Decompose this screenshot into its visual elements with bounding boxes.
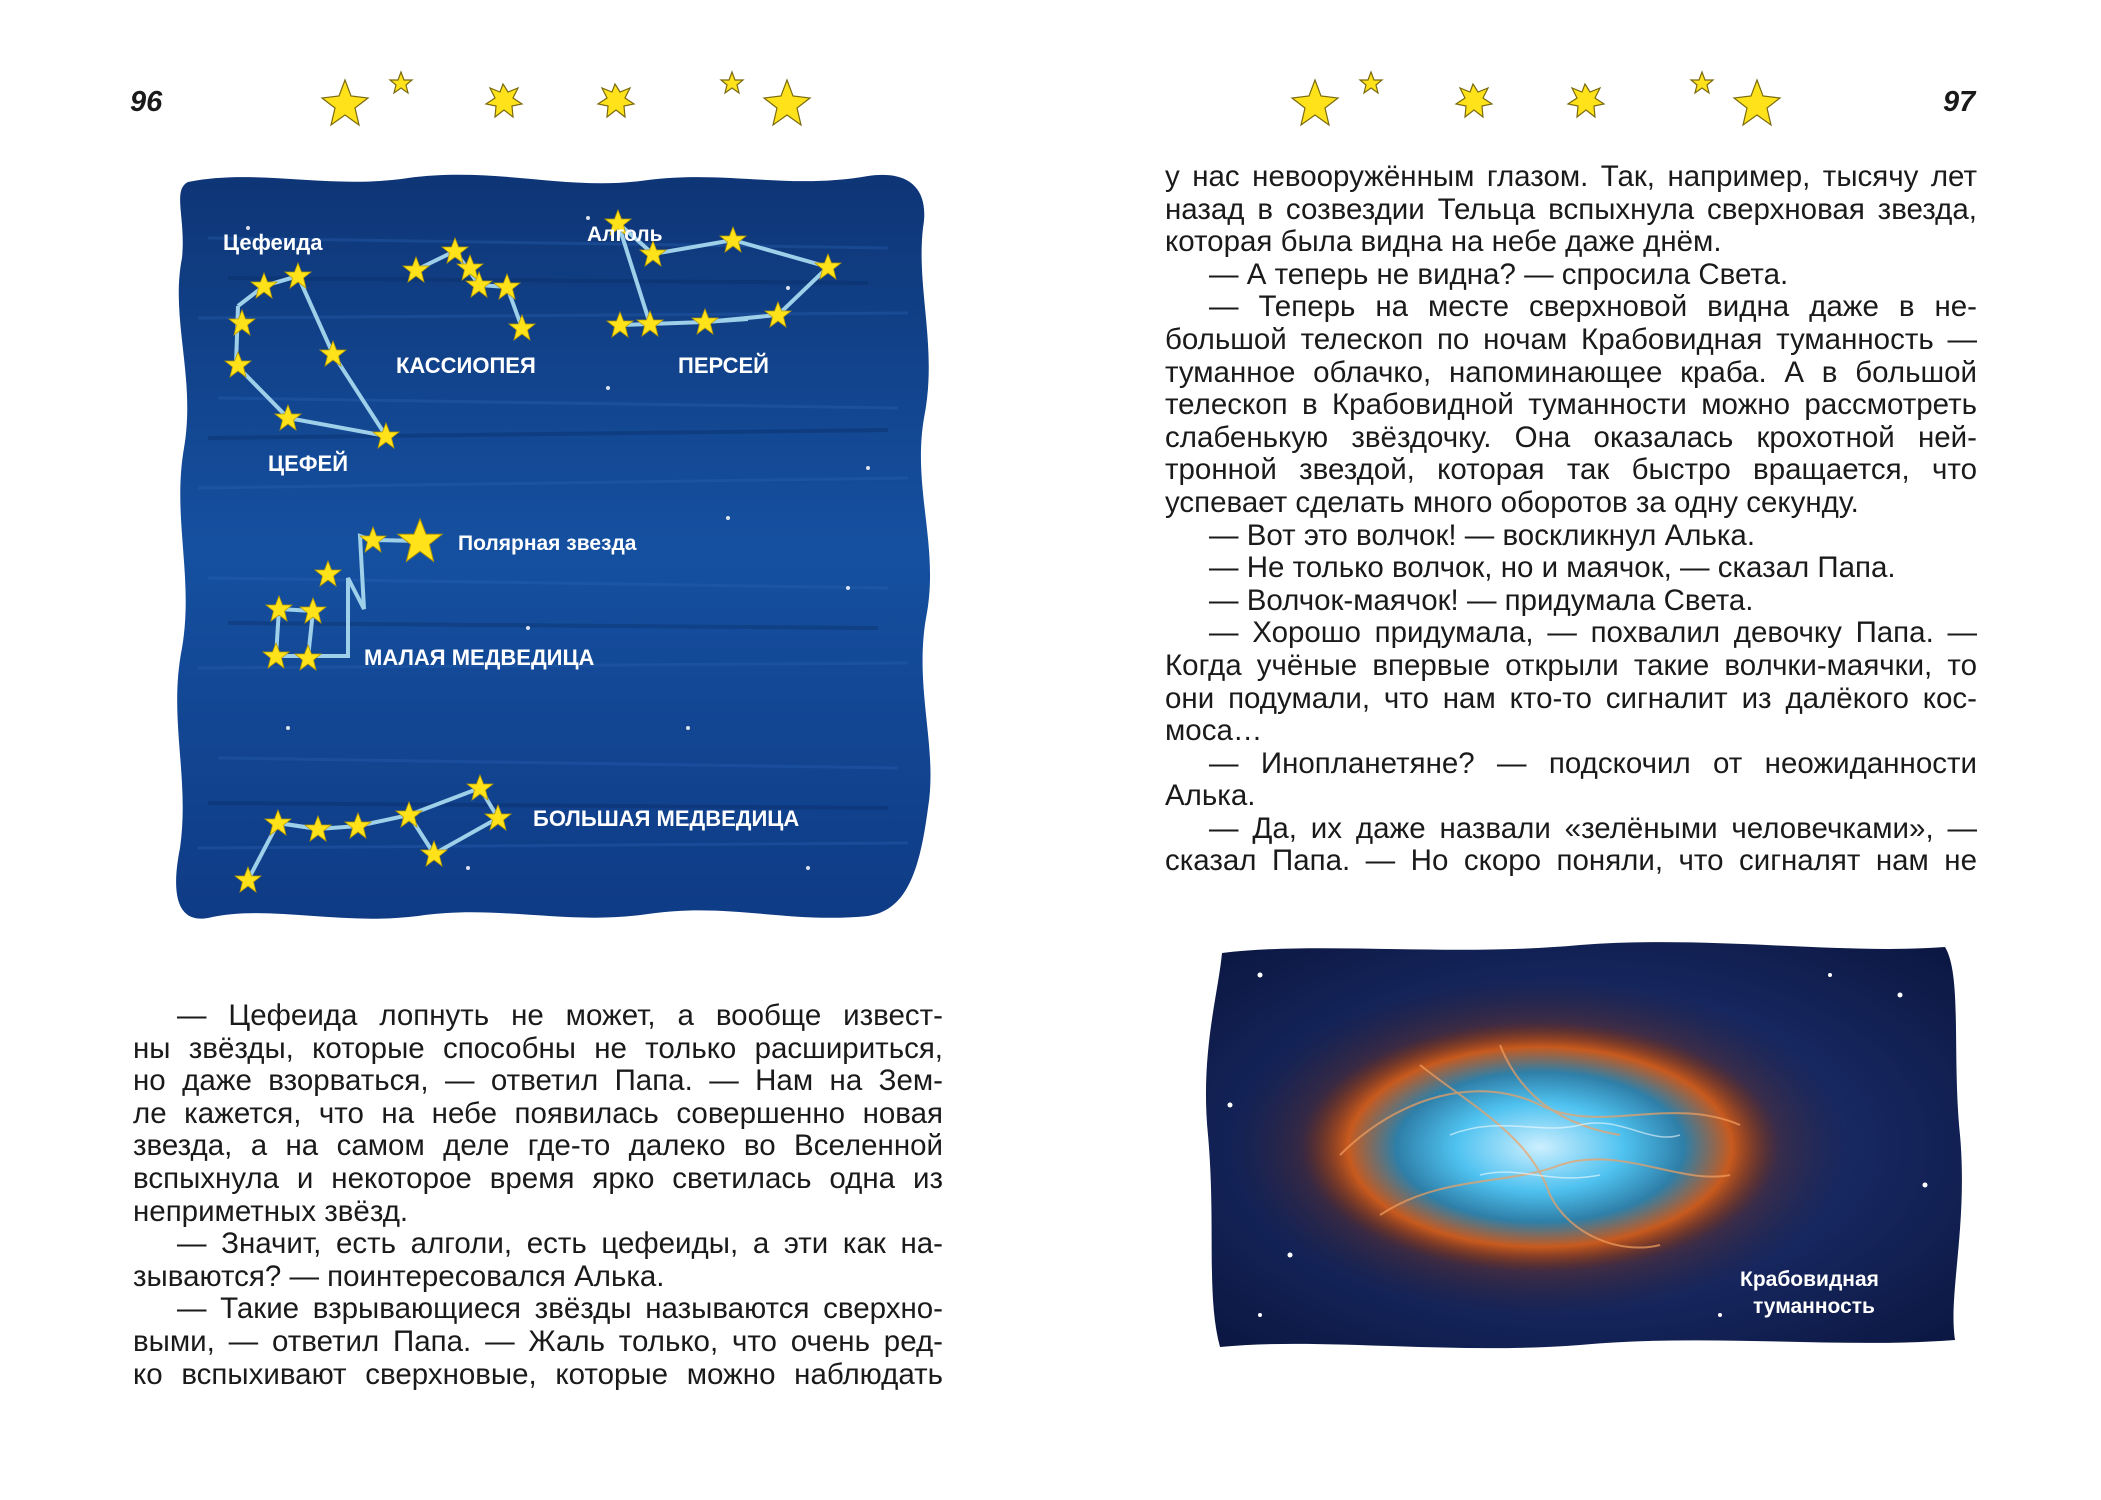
text-line: тронной звездой, которая так быстро вращается, что	[1165, 453, 1977, 487]
text-line: ны звёзды, которые способны не только расшириться,	[133, 1031, 943, 1065]
label-ursa-minor: МАЛАЯ МЕДВЕДИЦА	[364, 645, 595, 670]
text-line: зываются? — поинтересовался Алька.	[133, 1259, 665, 1293]
text-line: — Такие взрывающиеся звёзды называются сверхно-	[177, 1292, 943, 1326]
text-line: но даже взорваться, — ответил Папа. — Нам на Зем-	[133, 1064, 943, 1098]
crab-nebula-image	[1200, 935, 1965, 1355]
right-page-text	[1165, 161, 1977, 878]
decorative-stars-left	[315, 62, 835, 142]
text-line: — Да, их даже назвали «зелёными человечками», —	[1209, 811, 1977, 845]
text-line: — Хорошо придумала, — похвалил девочку Папа. —	[1209, 616, 1977, 650]
label-perseus: ПЕРСЕЙ	[678, 353, 769, 378]
nebula-caption-line2: туманность	[1753, 1295, 1875, 1318]
label-algol: Алголь	[587, 223, 663, 246]
star-icon	[1292, 72, 1780, 125]
text-line: назад в созвездии Тельца вспыхнула сверхновая звезда,	[1165, 192, 1977, 226]
text-line: моса…	[1165, 714, 1263, 748]
decorative-stars-right	[1285, 62, 1805, 142]
text-line: — Не только волчок, но и маячок, — сказал Папа.	[1209, 551, 1896, 585]
label-polaris: Полярная звезда	[458, 532, 637, 555]
text-line: Алька.	[1165, 779, 1256, 813]
text-line: ле кажется, что на небе появилась совершенно новая	[133, 1096, 943, 1130]
left-page-text	[133, 1000, 943, 1391]
star-icon	[322, 72, 810, 125]
text-line: — А теперь не видна? — спросила Света.	[1209, 257, 1789, 291]
text-line: — Инопланетяне? — подскочил от неожиданности	[1209, 746, 1977, 780]
text-line: — Теперь на месте сверхновой видна даже в не-	[1209, 290, 1977, 324]
text-line: успевает сделать много оборотов за одну секунду.	[1165, 485, 1859, 519]
text-line: — Вот это волчок! — воскликнул Алька.	[1209, 518, 1756, 552]
page-number-left: 96	[130, 86, 163, 118]
text-line: вспыхнула и некоторое время ярко светилась одна из	[133, 1161, 943, 1195]
label-cassiopeia: КАССИОПЕЯ	[396, 353, 536, 378]
text-line: неприметных звёзд.	[133, 1194, 409, 1228]
page-number-right: 97	[1943, 86, 1976, 118]
text-line: туманное облачко, напоминающее краба. А в большой	[1165, 355, 1977, 389]
text-line: большой телескоп по ночам Крабовидная туманность —	[1165, 322, 1977, 356]
text-line: выми, — ответил Папа. — Жаль только, что очень ред-	[133, 1324, 943, 1358]
text-line: — Волчок-маячок! — придумала Света.	[1209, 583, 1754, 617]
text-line: — Значит, есть алголи, есть цефеиды, а эти как на-	[177, 1227, 943, 1261]
label-cepheus: ЦЕФЕЙ	[268, 451, 349, 476]
text-line: звезда, а на самом деле где-то далеко во Вселенной	[133, 1129, 943, 1163]
text-line: они подумали, что нам кто-то сигналит из далёкого кос-	[1165, 681, 1977, 715]
constellations-illustration	[168, 168, 948, 928]
text-line: сказал Папа. — Но скоро поняли, что сигналят нам не	[1165, 844, 1977, 878]
text-line: у нас невооружённым глазом. Так, например, тысячу лет	[1165, 160, 1977, 193]
nebula-caption-line1: Крабовидная	[1740, 1268, 1879, 1291]
text-line: которая была видна на небе даже днём.	[1165, 225, 1722, 259]
text-line: Когда учёные впервые открыли такие волчки-маячки, то	[1165, 648, 1977, 682]
text-line: телескоп в Крабовидной туманности можно рассмотреть	[1165, 388, 1977, 422]
text-line: ко вспыхивают сверхновые, которые можно наблюдать	[133, 1357, 943, 1391]
text-line: — Цефеида лопнуть не может, а вообще извест-	[177, 999, 943, 1032]
label-ursa-major: БОЛЬШАЯ МЕДВЕДИЦА	[533, 806, 800, 831]
label-cepheid: Цефеида	[223, 230, 323, 255]
text-line: слабенькую звёздочку. Она оказалась крохотной ней-	[1165, 420, 1977, 454]
